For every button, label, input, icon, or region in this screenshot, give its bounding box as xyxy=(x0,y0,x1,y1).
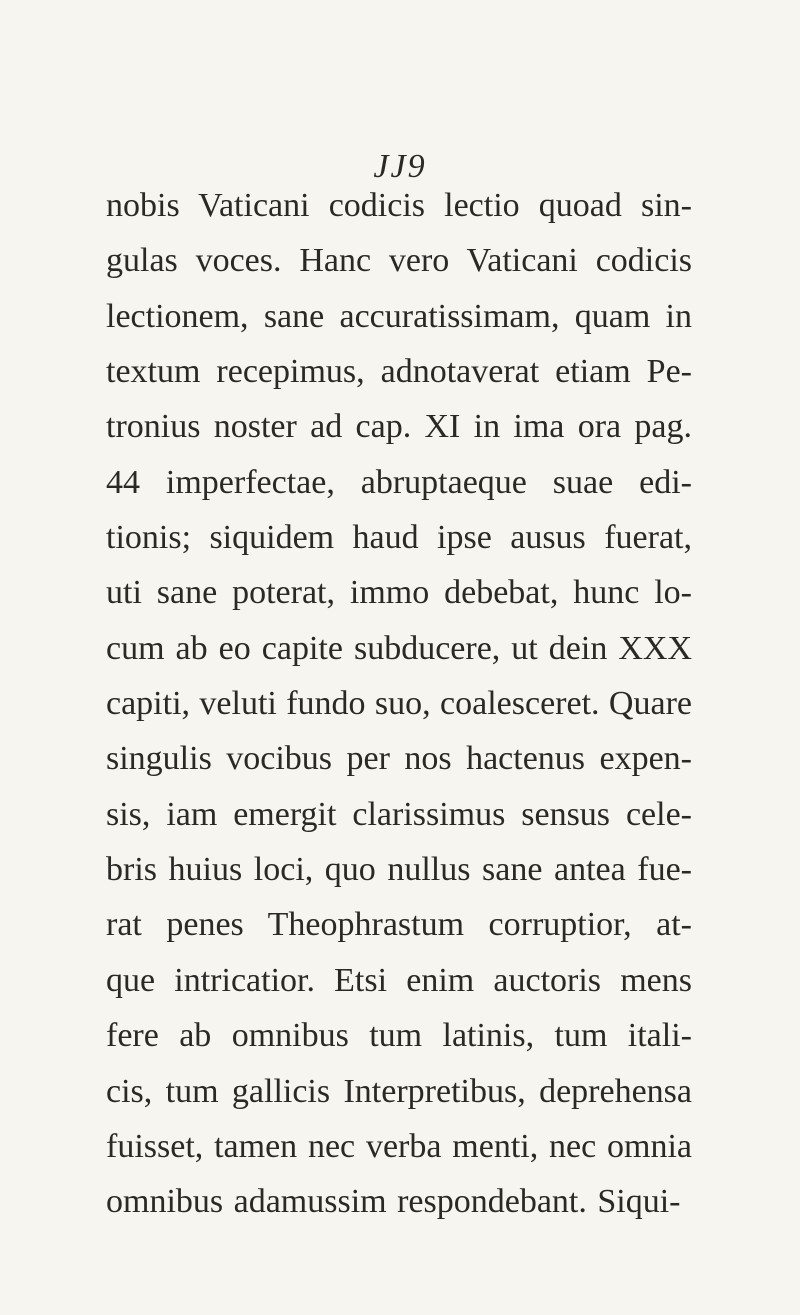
text-line: sis, iam emergit clarissimus sensus cele- xyxy=(106,795,692,833)
text-line: capiti, veluti fundo suo, coalesceret. Quare xyxy=(106,685,692,723)
text-line: tionis; siquidem haud ipse ausus fuerat, xyxy=(106,519,692,557)
text-line: fere ab omnibus tum latinis, tum itali- xyxy=(106,1017,692,1055)
text-line: cum ab eo capite subducere, ut dein XXX xyxy=(106,629,692,667)
text-line: rat penes Theophrastum corruptior, at- xyxy=(106,906,692,944)
text-line: que intricatior. Etsi enim auctoris mens xyxy=(106,961,692,999)
text-line: nobis Vaticani codicis lectio quoad sin- xyxy=(106,187,692,224)
text-line: singulis vocibus per nos hactenus expen- xyxy=(106,740,692,778)
text-line: uti sane poterat, immo debebat, hunc lo- xyxy=(106,574,692,612)
text-line: gulas voces. Hanc vero Vaticani codicis xyxy=(106,242,692,280)
body-text xyxy=(106,178,692,1230)
text-line: lectionem, sane accuratissimam, quam in xyxy=(106,297,692,335)
text-line: tronius noster ad cap. XI in ima ora pag. xyxy=(106,408,692,446)
text-line: textum recepimus, adnotaverat etiam Pe- xyxy=(106,353,692,391)
text-line: cis, tum gallicis Interpretibus, deprehensa xyxy=(106,1072,692,1110)
text-line: 44 imperfectae, abruptaeque suae edi- xyxy=(106,463,692,501)
text-line: bris huius loci, quo nullus sane antea fue- xyxy=(106,851,692,889)
page-number: JJ9 xyxy=(373,148,427,185)
text-line: fuisset, tamen nec verba menti, nec omnia xyxy=(106,1127,692,1165)
text-line: omnibus adamussim respondebant. Siqui- xyxy=(106,1183,681,1221)
